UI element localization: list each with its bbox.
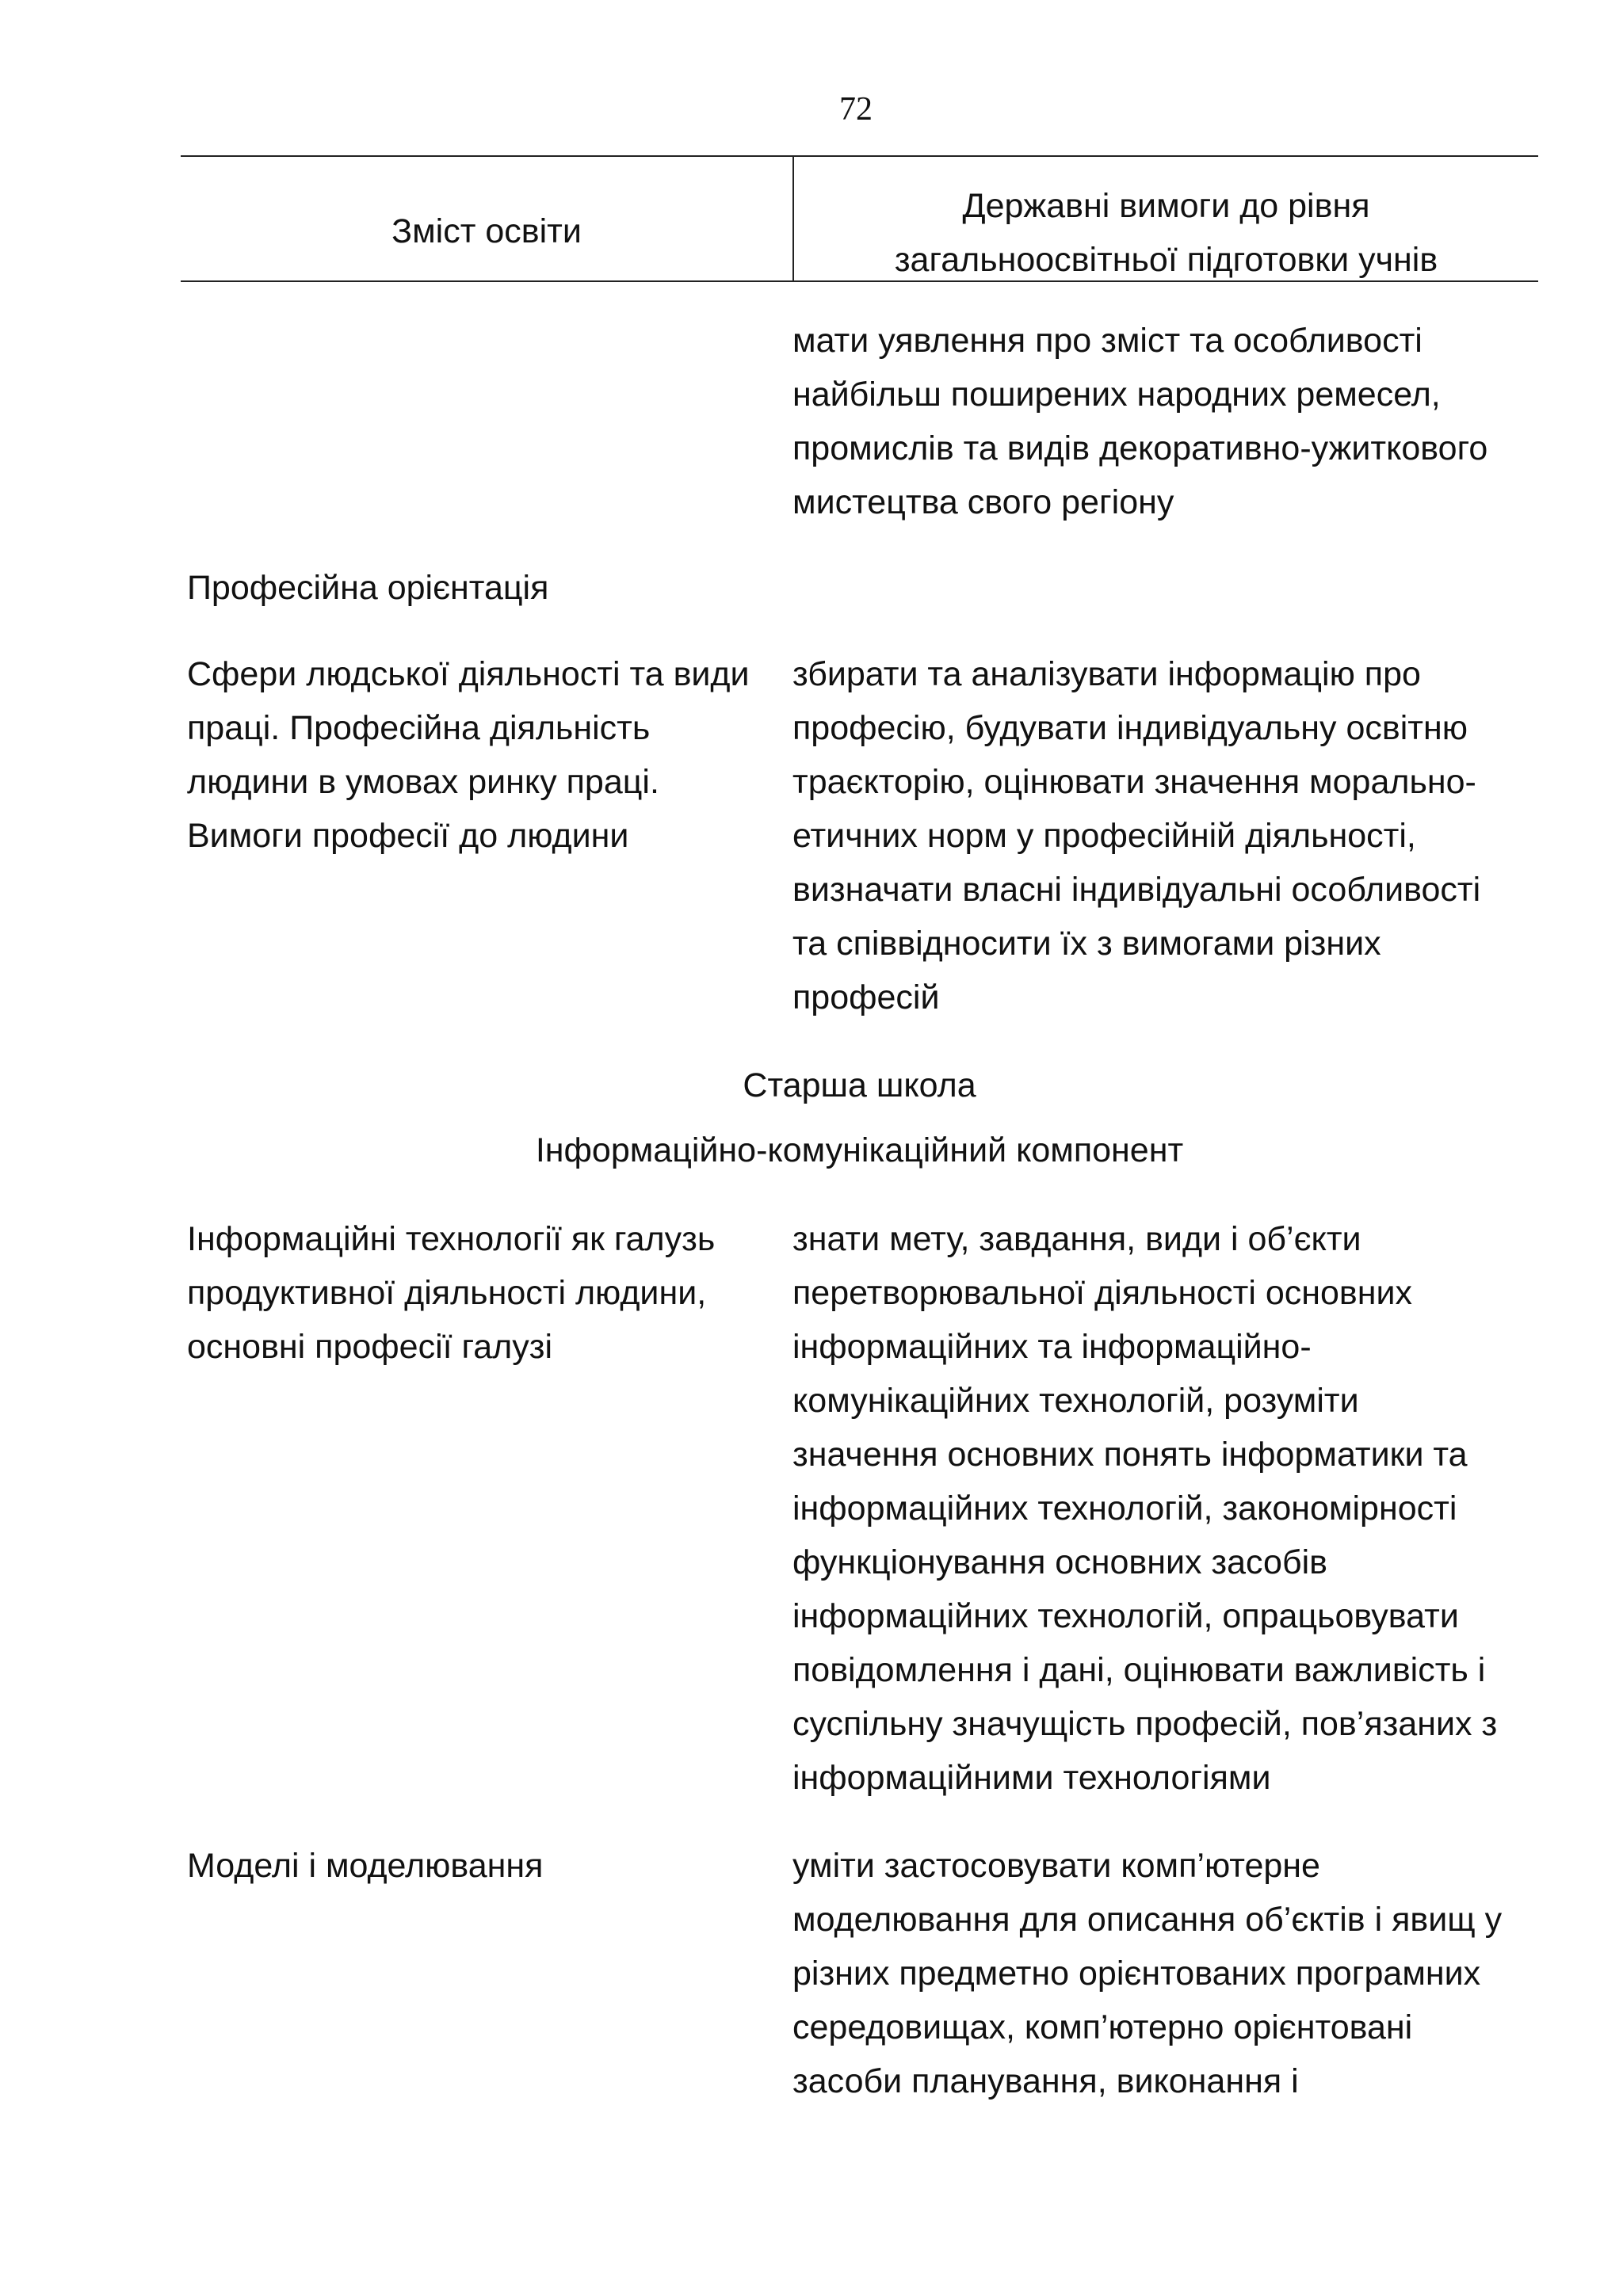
row1-requirements: мати уявлення про зміст та особливості найбільш поширених народних ремесел, промислів та видів декоративно-ужиткового мистецтва свого регіону — [792, 322, 1488, 521]
page-number: 72 — [839, 91, 873, 128]
row4-content: Інформаційні технології як галузь продуктивної діяльності людини, основні професії галузі — [187, 1220, 716, 1366]
row4-requirements: знати мету, завдання, види і об’єкти перетворювальної діяльності основних інформаційних та інформаційно- комунікаційних технологій, розуміти значення основних понять інформатики та інформаційних технологій, закономірності функціонування основних засобів інформаційних технологій, опрацьовувати повідомлення і дані, оцінювати важливість і суспільну значущість професій, пов’язаних з інформаційними технологіями — [792, 1220, 1498, 1797]
table-top-rule — [181, 155, 1538, 157]
section-subtitle: Інформаційно-комунікаційний компонент — [535, 1131, 1184, 1169]
section-title: Старша школа — [743, 1066, 976, 1104]
row3-requirements: збирати та аналізувати інформацію про професію, будувати індивідуальну освітню траєкторію, оцінювати значення морально- етичних норм у професійній діяльності, визначати власні індивідуальні особливості та співвідносити їх з вимогами різних професій — [792, 655, 1481, 1016]
column-header-requirements-line1: Державні вимоги до рівня — [962, 187, 1370, 225]
row5-requirements: уміти застосовувати комп’ютерне моделювання для описання об’єктів і явищ у різних предметно орієнтованих програмних середовищах, комп’ютерно орієнтовані засоби планування, виконання і — [792, 1847, 1503, 2100]
column-header-content: Зміст освіти — [391, 212, 582, 250]
column-header-requirements-line2: загальноосвітньої підготовки учнів — [894, 241, 1438, 279]
row3-content: Сфери людської діяльності та види праці. Професійна діяльність людини в умовах ринку праці. Вимоги професії до людини — [187, 655, 750, 855]
row5-content: Моделі і моделювання — [187, 1847, 544, 1885]
column-header-requirements — [794, 179, 1538, 287]
row2-topic-heading: Професійна орієнтація — [187, 569, 549, 607]
